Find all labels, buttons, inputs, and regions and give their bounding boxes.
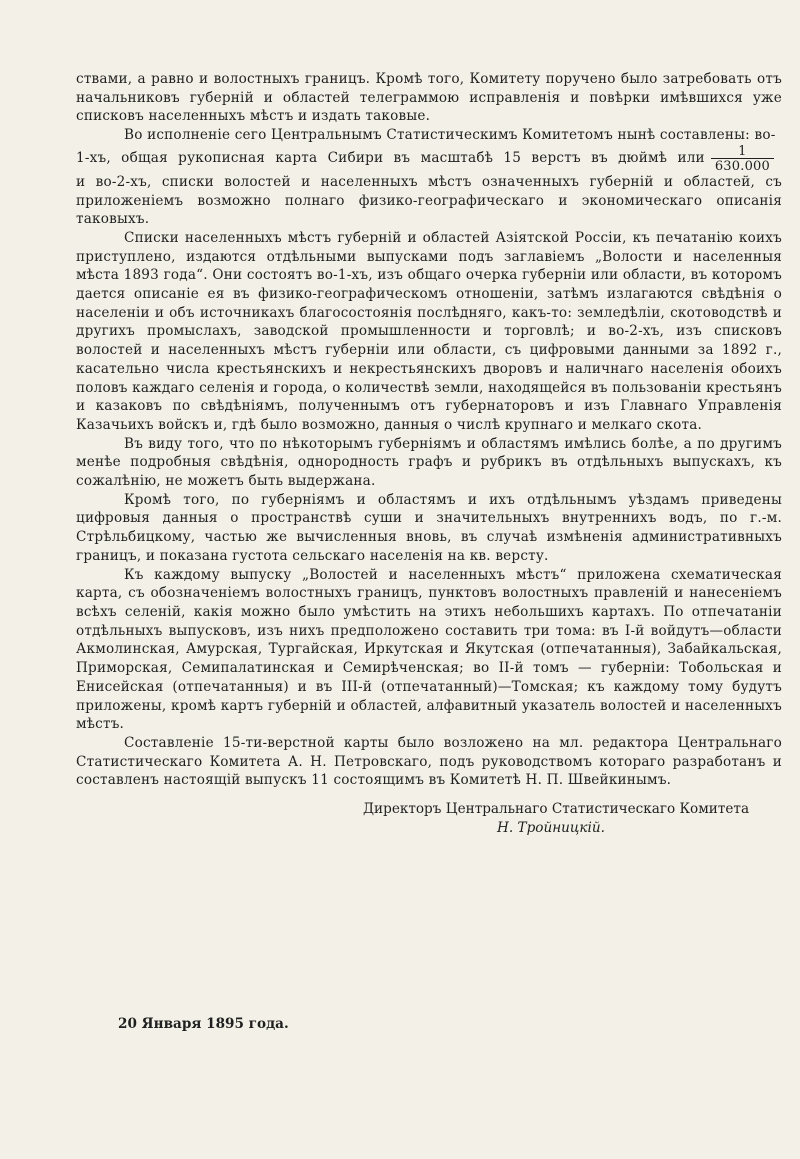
signature-block bbox=[363, 800, 749, 838]
document-date: 20 Января 1895 года. bbox=[118, 1016, 289, 1032]
signature-name: Н. Тройницкій. bbox=[497, 820, 605, 836]
paragraph-6: Въ виду того, что по нѣкоторымъ губерніямъ и областямъ имѣлись болѣе, а по другимъ менѣе подробныя свѣдѣнія, однородность графъ и рубрикъ въ отдѣльныхъ выпускахъ, къ сожалѣнію, не можетъ быть выдержана. bbox=[76, 435, 782, 490]
paragraph-2: Во исполненіе сего Центральнымъ Статистическимъ Комитетомъ нынѣ составлены: во- bbox=[124, 127, 776, 144]
paragraph-3: 1-хъ, общая рукописная карта Сибири въ масштабѣ 15 верстъ въ дюймѣ или bbox=[76, 150, 705, 167]
paragraph-5: Списки населенныхъ мѣстъ губерній и областей Азіятской Россіи, къ печатанію коихъ приступлено, издаются отдѣльными выпусками подъ заглавіемъ „Волости и населенныя мѣста 1893 года“. Они состоятъ во-1-хъ, изъ общаго очерка губерніи или области, въ которомъ дается описаніе ея въ физико-географическомъ отношеніи, затѣмъ излагаются свѣдѣнія о населеніи и объ источникахъ благосостоянія послѣдняго, какъ-то: земледѣліи, скотоводствѣ и другихъ промыслахъ, заводской промышленности и торговлѣ; и во-2-хъ, изъ списковъ волостей и населенныхъ мѣстъ губерніи или области, съ цифровыми данными за 1892 г., касательно числа крестьянскихъ и некрестьянскихъ дворовъ и наличнаго населенія обоихъ половъ каждаго селенія и города, о количествѣ земли, находящейся въ пользованіи крестьянъ и казаковъ по свѣдѣніямъ, полученнымъ отъ губернаторовъ и изъ Главнаго Управленія Казачьихъ войскъ и, гдѣ было возможно, данныя о числѣ крупнаго и мелкаго скота. bbox=[76, 229, 782, 433]
paragraph-9: Составленіе 15-ти-верстной карты было возложено на мл. редактора Центральнаго Статистическаго Комитета А. Н. Петровскаго, подъ руководствомъ котораго разработанъ и составленъ настоящій выпускъ 11 состоящимъ въ Комитетѣ Н. П. Швейкинымъ. bbox=[76, 734, 782, 789]
paragraph-8: Къ каждому выпуску „Волостей и населенныхъ мѣстъ“ приложена схематическая карта, съ обозначеніемъ волостныхъ границъ, пунктовъ волостныхъ правленій и нанесеніемъ всѣхъ селеній, какія можно было умѣстить на этихъ небольшихъ картахъ. По отпечатаніи отдѣльныхъ выпусковъ, изъ нихъ предположено составить три тома: въ I-й войдутъ—области Акмолинская, Амурская, Тургайская, Иркутская и Якутская (отпечатанныя), Забайкальская, Приморская, Семипалатинская и Семирѣченская; во II-й томъ — губерніи: Тобольская и Енисейская (отпечатанныя) и въ III-й (отпечатанный)—Томская; къ каждому тому будутъ приложены, кромѣ картъ губерній и областей, алфавитный указатель волостей и населенныхъ мѣстъ. bbox=[76, 566, 782, 733]
scale-fraction bbox=[711, 145, 774, 173]
fraction-denominator: 630.000 bbox=[711, 158, 774, 173]
paragraph-4: и во-2-хъ, списки волостей и населенныхъ мѣстъ означенныхъ губерній и областей, съ приложеніемъ возможно полнаго физико-географическаго и экономическаго описанія таковыхъ. bbox=[76, 173, 782, 228]
scale-line bbox=[76, 145, 782, 173]
body-text bbox=[76, 70, 782, 790]
paragraph-1: ствами, а равно и волостныхъ границъ. Кромѣ того, Комитету поручено было затребовать отъ начальниковъ губерній и областей телеграммою исправленія и повѣрки имѣвшихся уже списковъ населенныхъ мѣстъ и издать таковые. bbox=[76, 71, 782, 125]
signature-title: Директоръ Центральнаго Статистическаго Комитета bbox=[363, 801, 750, 817]
paragraph-7: Кромѣ того, по губерніямъ и областямъ и ихъ отдѣльнымъ уѣздамъ приведены цифровыя данныя о пространствѣ суши и значительныхъ внутреннихъ водъ, по г.-м. Стрѣльбицкому, частью же вычисленныя вновь, въ случаѣ измѣненія административныхъ границъ, и показана густота сельскаго населенія на кв. версту. bbox=[76, 491, 782, 564]
fraction-numerator: 1 bbox=[738, 143, 747, 159]
